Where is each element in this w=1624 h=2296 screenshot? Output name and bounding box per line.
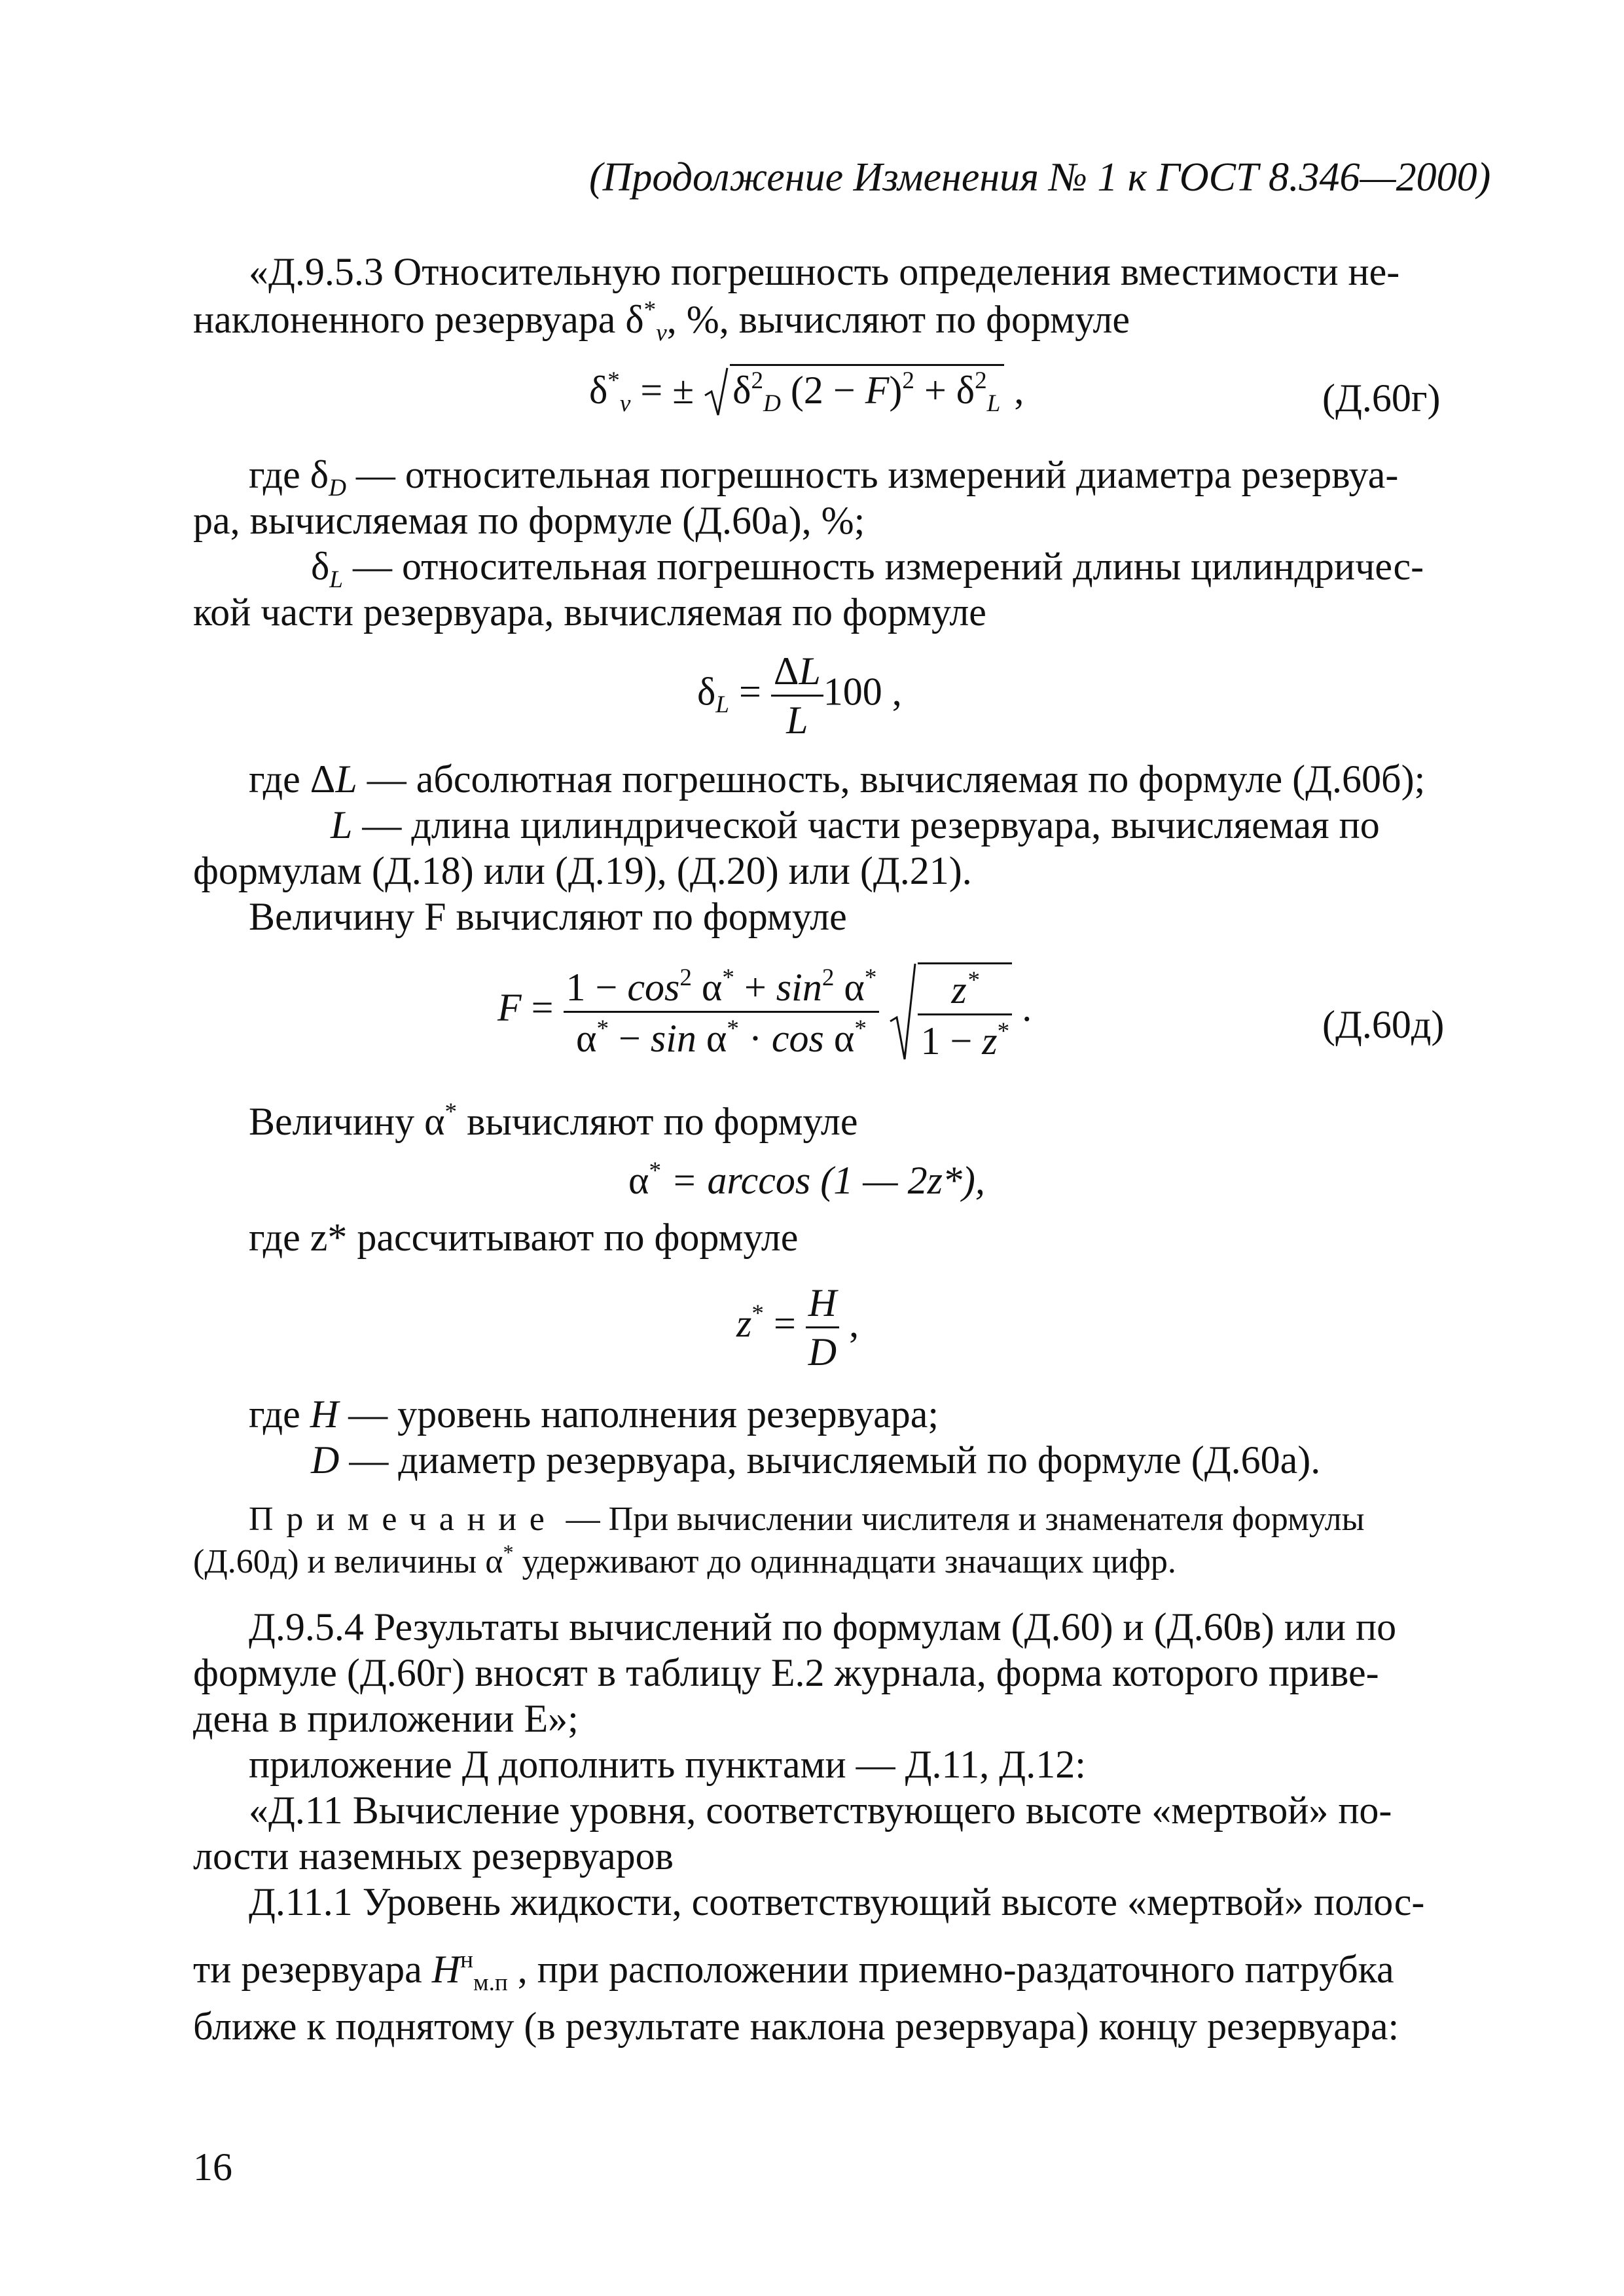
paragraph-f-intro: Величину F вычисляют по формуле bbox=[249, 895, 847, 938]
equation-number-d60g: (Д.60г) bbox=[1322, 376, 1441, 420]
paragraph-d11-line1: «Д.11 Вычисление уровня, соответствующего высоте «мертвой» по- bbox=[249, 1789, 1392, 1832]
definition-l-line1: L — длина цилиндрической части резервуара, вычисляемая по bbox=[331, 803, 1380, 847]
paragraph-d954-line1: Д.9.5.4 Результаты вычислений по формулам (Д.60) и (Д.60в) или по bbox=[249, 1605, 1397, 1649]
paragraph-d953-line1: «Д.9.5.3 Относительную погрешность определения вместимости не- bbox=[249, 250, 1400, 293]
definition-delta-d-line2: ра, вычисляемая по формуле (Д.60а), %; bbox=[193, 499, 865, 542]
paragraph-d111-line3: ближе к поднятому (в результате наклона резервуара) концу резервуара: bbox=[193, 2005, 1399, 2048]
paragraph-z-intro: где z* рассчитывают по формуле bbox=[249, 1216, 799, 1259]
definition-delta-l-line1: $\delta_L$ — относительная погрешность измерений длины цилиндричес- bbox=[311, 545, 1424, 593]
definition-d: D — диаметр резервуара, вычисляемый по формуле (Д.60а). bbox=[311, 1438, 1321, 1482]
paragraph-d953-line2: наклоненного резервуара $\delta^*_v$, %, вычисляют по формуле bbox=[193, 297, 1130, 346]
definition-delta-l-line2: кой части резервуара, вычисляемая по формуле bbox=[193, 591, 986, 634]
formula-alpha: α* = arccos (1 — 2z*), bbox=[628, 1157, 985, 1203]
paragraph-d111-line2: ти резервуара $H^н_{м.п}$ , при расположении приемно-раздаточного патрубка bbox=[193, 1946, 1394, 1996]
note-line1: Примечание — При вычислении числителя и знаменателя формулы bbox=[249, 1501, 1365, 1538]
paragraph-appendix-d: приложение Д дополнить пунктами — Д.11, Д.12: bbox=[249, 1743, 1086, 1786]
formula-d60d: F = $\frac{1 - \cos^2 \alpha^* + \sin^2 \alpha^*}{\alpha^* - \sin \alpha^* \cdot \cos \alpha^*}$ $\frac{z^*}{1 - z^*}$ . bbox=[497, 962, 1032, 1061]
formula-d60g: $\delta^*_v$ = ± $\delta^2_D$ $(2 - F)^2 + \delta^2_L$ , bbox=[589, 367, 1024, 418]
paragraph-d954-line2: формуле (Д.60г) вносят в таблицу Е.2 журнала, форма которого приве- bbox=[193, 1651, 1379, 1694]
radical-sign bbox=[889, 962, 918, 1061]
formula-delta-l: $\delta_L$ = $\frac{\Delta L}{L}$ 100 , bbox=[697, 649, 902, 742]
equation-number-d60d: (Д.60д) bbox=[1322, 1003, 1445, 1046]
radical-sign bbox=[704, 367, 730, 418]
page-number: 16 bbox=[193, 2145, 232, 2189]
definition-delta-big-l: где ΔL — абсолютная погрешность, вычисляемая по формуле (Д.60б); bbox=[249, 757, 1426, 801]
definition-l-line2: формулам (Д.18) или (Д.19), (Д.20) или (Д.21). bbox=[193, 849, 972, 892]
paragraph-d11-line2: лости наземных резервуаров bbox=[193, 1834, 674, 1878]
definition-h: где H — уровень наполнения резервуара; bbox=[249, 1393, 939, 1436]
note-line2: (Д.60д) и величины α* удерживают до одиннадцати значащих цифр. bbox=[193, 1540, 1176, 1580]
paragraph-d111-line1: Д.11.1 Уровень жидкости, соответствующий высоте «мертвой» полос- bbox=[249, 1880, 1425, 1923]
page-header: (Продолжение Изменения № 1 к ГОСТ 8.346—2000) bbox=[589, 155, 1491, 200]
formula-z: z* = $\frac{H}{D}$ , bbox=[736, 1281, 859, 1374]
paragraph-d954-line3: дена в приложении Е»; bbox=[193, 1697, 579, 1740]
paragraph-alpha-intro: Величину α* вычисляют по формуле bbox=[249, 1099, 858, 1144]
definition-delta-d-line1: где $\delta_D$ — относительная погрешность измерений диаметра резервуа- bbox=[249, 453, 1399, 501]
